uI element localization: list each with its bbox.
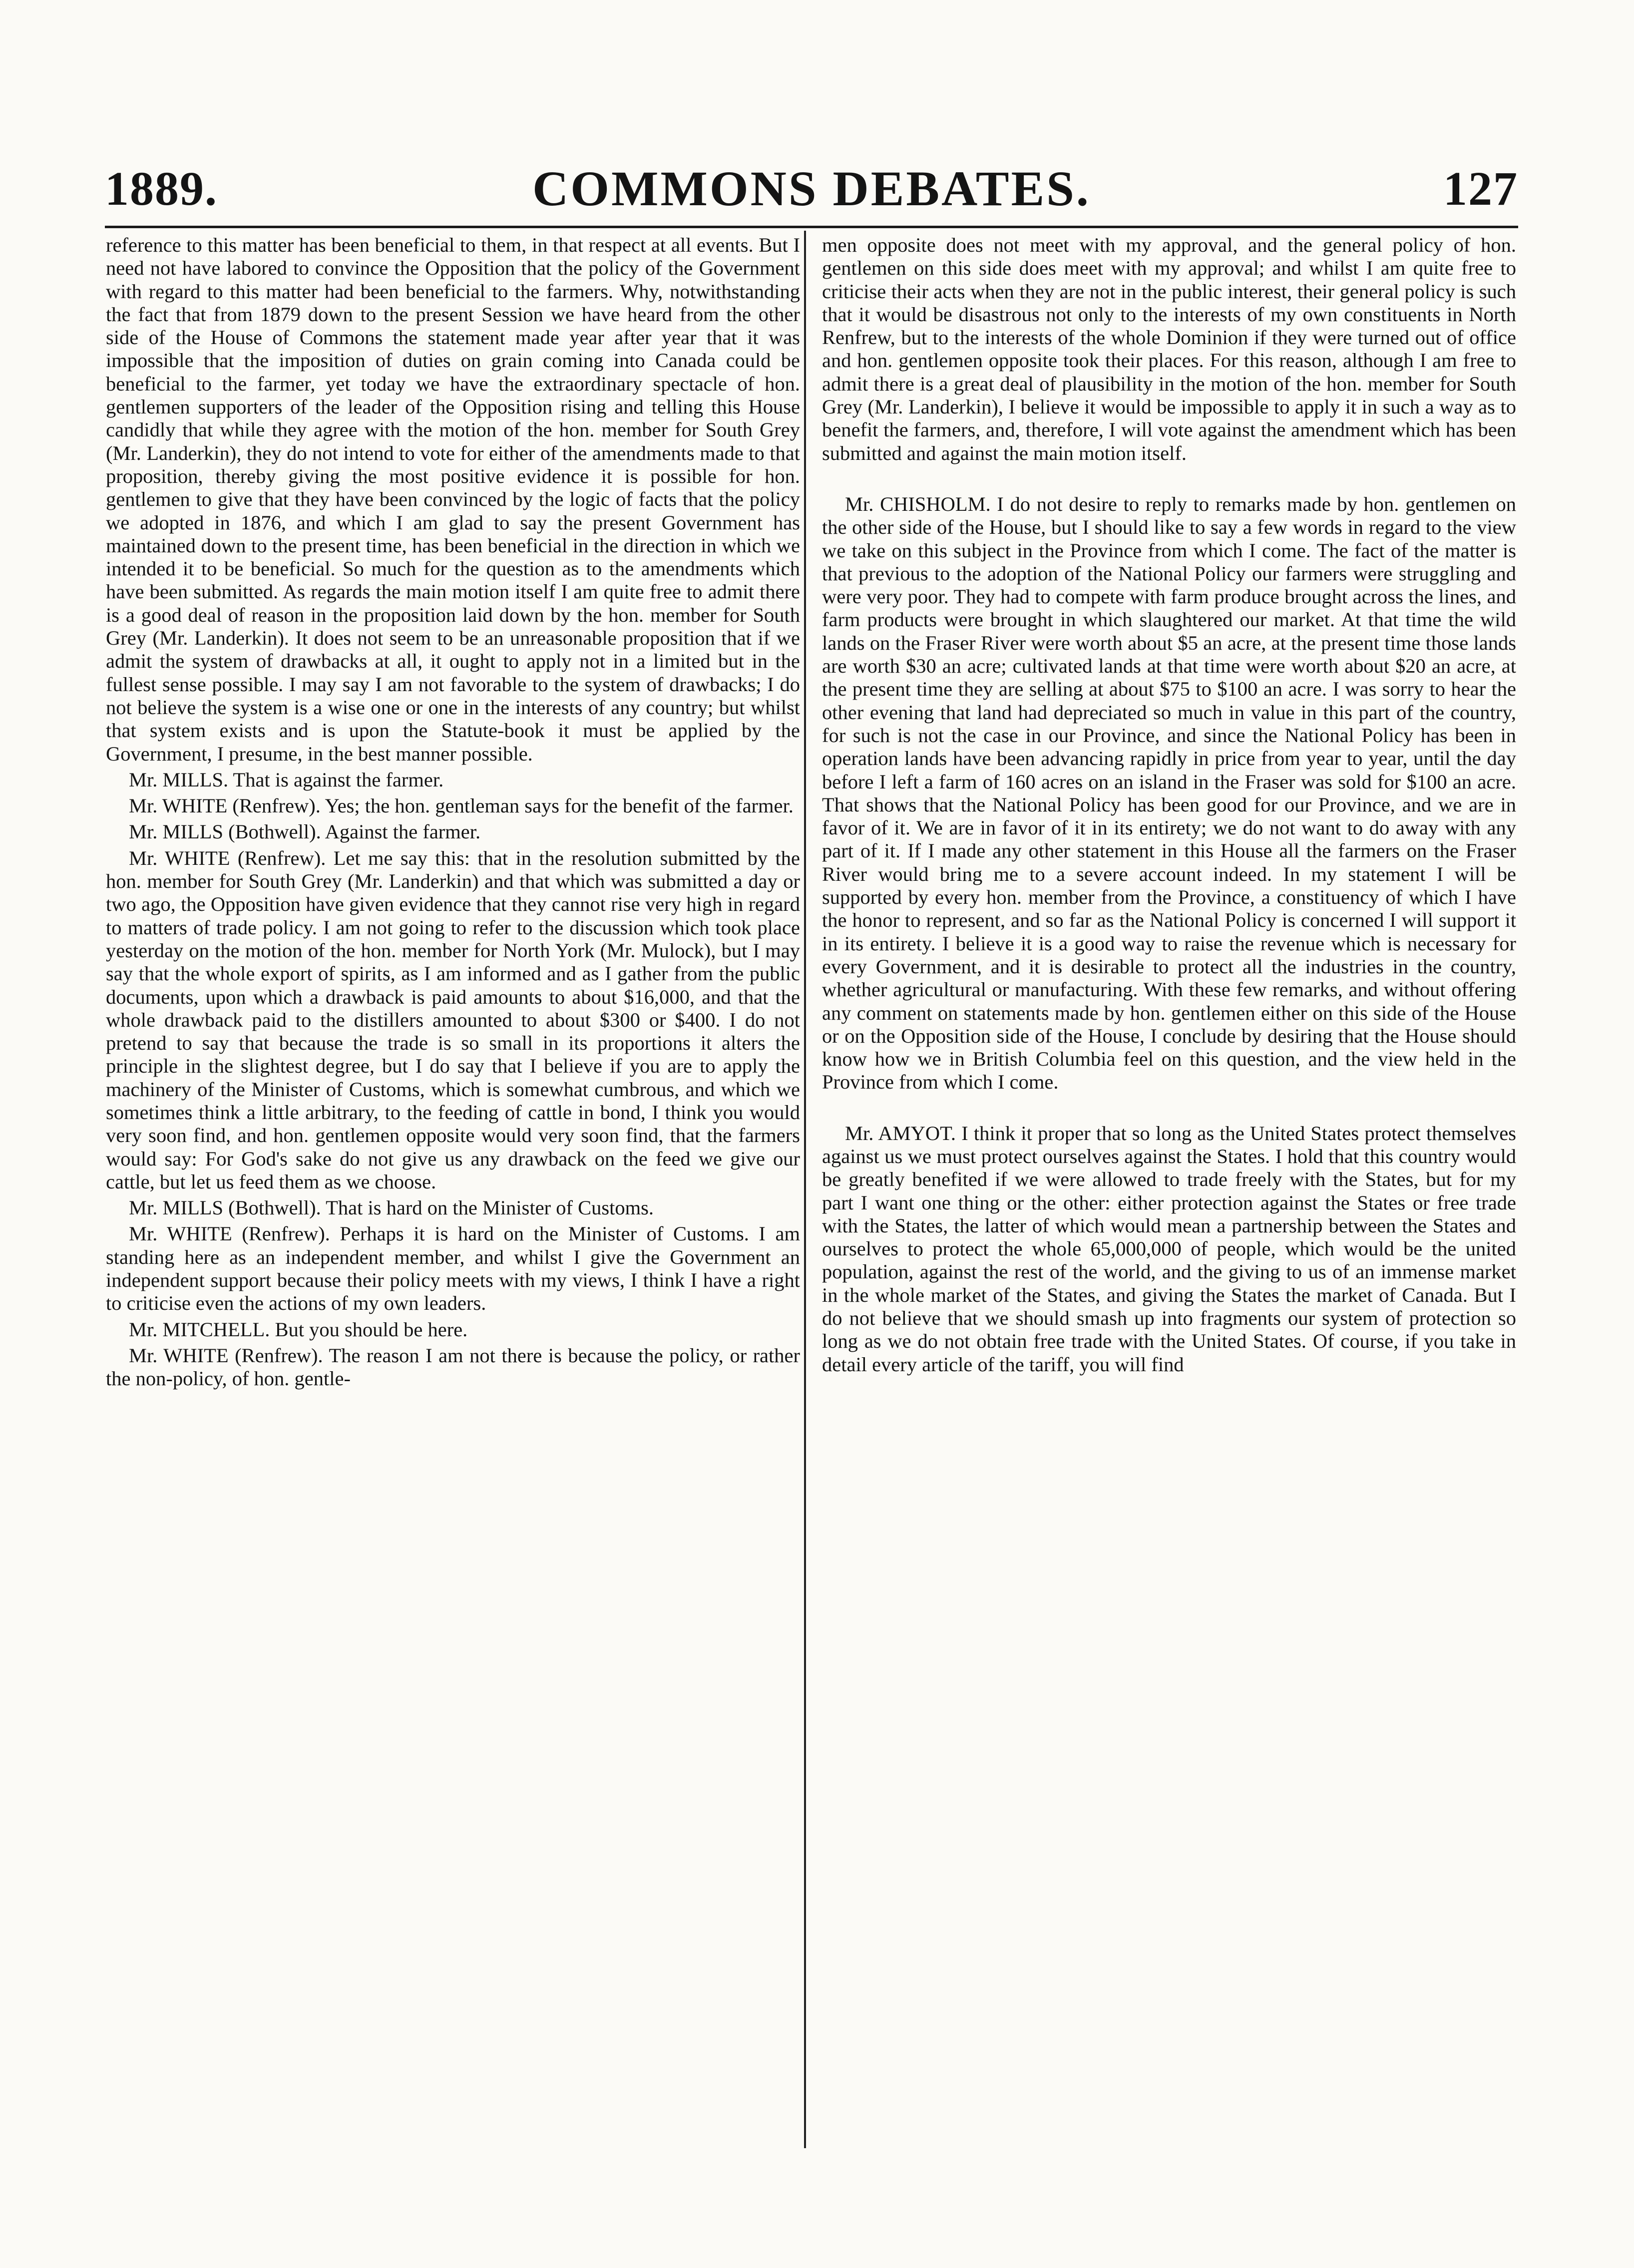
header-year: 1889. — [105, 162, 218, 215]
left-column — [106, 234, 800, 1391]
paragraph: Mr. MILLS. That is against the farmer. — [129, 768, 444, 791]
paragraph: Mr. WHITE (Renfrew). Yes; the hon. gentleman says for the benefit of the farmer. — [129, 794, 794, 817]
right-column — [822, 234, 1516, 1376]
column-divider — [804, 231, 806, 2148]
paragraph: Mr. MILLS (Bothwell). Against the farmer. — [129, 820, 481, 843]
header-rule — [105, 226, 1518, 228]
paragraph: Mr. WHITE (Renfrew). Let me say this: that in the resolution submitted by the hon. member for South Grey (Mr. Landerkin) and that which was submitted a day or two ago, the Opposition have given evidence that they cannot rise very high in regard to matters of trade policy. I am not going to refer to the discussion which took place yesterday on the motion of the hon. member for North York (Mr. Mulock), but I may say that the whole export of spirits, as I am informed and as I gather from the public documents, upon which a drawback is paid amounts to about $16,000, and that the whole drawback paid to the distillers amounted to about $300 or $400. I do not pretend to say that because the trade is so small in its proportions it alters the principle in the slightest degree, but I do say that I believe if you are to apply the machinery of the Minister of Customs, which is somewhat cumbrous, and which we sometimes think a little arbitrary, to the feeding of cattle in bond, I think you would very soon find, and hon. gentlemen opposite would very soon find, that the farmers would say: For God's sake do not give us any drawback on the feed we give our cattle, but let us feed them as we choose. — [106, 846, 800, 1193]
paragraph: Mr. WHITE (Renfrew). Perhaps it is hard on the Minister of Customs. I am standing here as an independent member, and whilst I give the Government an independent support because their policy meets with my views, I think I have a right to criticise even the actions of my own leaders. — [106, 1222, 800, 1315]
paragraph: men opposite does not meet with my approval, and the general policy of hon. gentlemen on this side does meet with my approval; and whilst I am quite free to criticise their acts when they are not in the public interest, their general policy is such that it would be disastrous not only to the interests of my own constituents in North Renfrew, but to the interests of the whole Dominion if they were turned out of office and hon. gentlemen opposite took their places. For this reason, although I am free to admit there is a great deal of plausibility in the motion of the hon. member for South Grey (Mr. Landerkin), I believe it would be impossible to apply it in such a way as to benefit the farmers, and, therefore, I will vote against the amendment which has been submitted and against the main motion itself. — [822, 234, 1516, 464]
paragraph: Mr. MITCHELL. But you should be here. — [129, 1318, 468, 1341]
page-header — [105, 159, 1518, 224]
paragraph: Mr. WHITE (Renfrew). The reason I am not there is because the policy, or rather the non-policy, of hon. gentle- — [106, 1344, 800, 1390]
header-title: COMMONS DEBATES. — [532, 161, 1091, 216]
paragraph: Mr. CHISHOLM. I do not desire to reply to remarks made by hon. gentlemen on the other side of the House, but I should like to say a few words in regard to the view we take on this subject in the Province from which I come. The fact of the matter is that previous to the adoption of the National Policy our farmers were struggling and were very poor. They had to compete with farm produce brought across the lines, and farm products were brought in which slaughtered our market. At that time the wild lands on the Fraser River were worth about $5 an acre, at the present time those lands are worth $30 an acre; cultivated lands at that time were worth about $20 an acre, at the present time they are selling at about $75 to $100 an acre. I was sorry to hear the other evening that land had depreciated so much in value in this part of the country, for such is not the case in our Province, and since the National Policy has been in operation lands have been advancing rapidly in price from year to year, until the day before I left a farm of 160 acres on an island in the Fraser was sold for $100 an acre. That shows that the National Policy has been good for our Province, and we are in favor of it. We are in favor of it in its entirety; we do not want to do away with any part of it. If I made any other statement in this House all the farmers on the Fraser River would bring me to a severe account indeed. In my statement I will be supported by every hon. member from the Province, a constituency of which I have the honor to represent, and so far as the National Policy is concerned I will support it in its entirety. I believe it is a good way to raise the revenue which is necessary for every Government, and it is desirable to protect all the industries in the country, whether agricultural or manufacturing. With these few remarks, and without offering any comment on statements made by hon. gentlemen either on this side of the House or on the Opposition side of the House, I conclude by desiring that the House should know how we in British Columbia feel on this question, and the view held in the Province from which I come. — [822, 492, 1516, 1094]
header-page-number: 127 — [1443, 162, 1518, 215]
paragraph: reference to this matter has been beneficial to them, in that respect at all events. But I need not have labored to convince the Opposition that the policy of the Government with regard to this matter had been beneficial to the farmers. Why, notwithstanding the fact that from 1879 down to the present Session we have heard from the other side of the House of Commons the statement made year after year that it was impossible that the imposition of duties on grain coming into Canada could be beneficial to the farmer, yet today we have the extraordinary spectacle of hon. gentlemen supporters of the leader of the Opposition rising and telling this House candidly that while they agree with the motion of the hon. member for South Grey (Mr. Landerkin), they do not intend to vote for either of the amendments made to that proposition, thereby giving the most positive evidence it is possible for hon. gentlemen to give that they have been convinced by the logic of facts that the policy we adopted in 1876, and which I am glad to say the present Government has maintained down to the present time, has been beneficial in the direction in which we intended it to be beneficial. So much for the question as to the amendments which have been submitted. As regards the main motion itself I am quite free to admit there is a good deal of reason in the proposition laid down by the hon. member for South Grey (Mr. Landerkin). It does not seem to be an unreasonable proposition that if we admit the system of drawbacks at all, it ought to apply not in a limited but in the fullest sense possible. I may say I am not favorable to the system of drawbacks; I do not believe the system is a wise one or one in the interests of any country; but whilst that system exists and is upon the Statute-book it must be applied by the Government, I presume, in the best manner possible. — [106, 234, 800, 765]
paragraph: Mr. MILLS (Bothwell). That is hard on the Minister of Customs. — [129, 1196, 654, 1219]
paragraph: Mr. AMYOT. I think it proper that so long as the United States protect themselves against us we must protect ourselves against the States. I hold that this country would be greatly benefited if we were allowed to trade freely with the States, but for my part I want one thing or the other: either protection against the States or free trade with the States, the latter of which would mean a partnership between the States and ourselves to protect the whole 65,000,000 of people, which would be the united population, against the rest of the world, and the giving to us of an immense market in the whole market of the States, and giving the States the market of Canada. But I do not believe that we should smash up into fragments our system of protection so long as we do not obtain free trade with the United States. Of course, if you take in detail every article of the tariff, you will find — [822, 1122, 1516, 1376]
